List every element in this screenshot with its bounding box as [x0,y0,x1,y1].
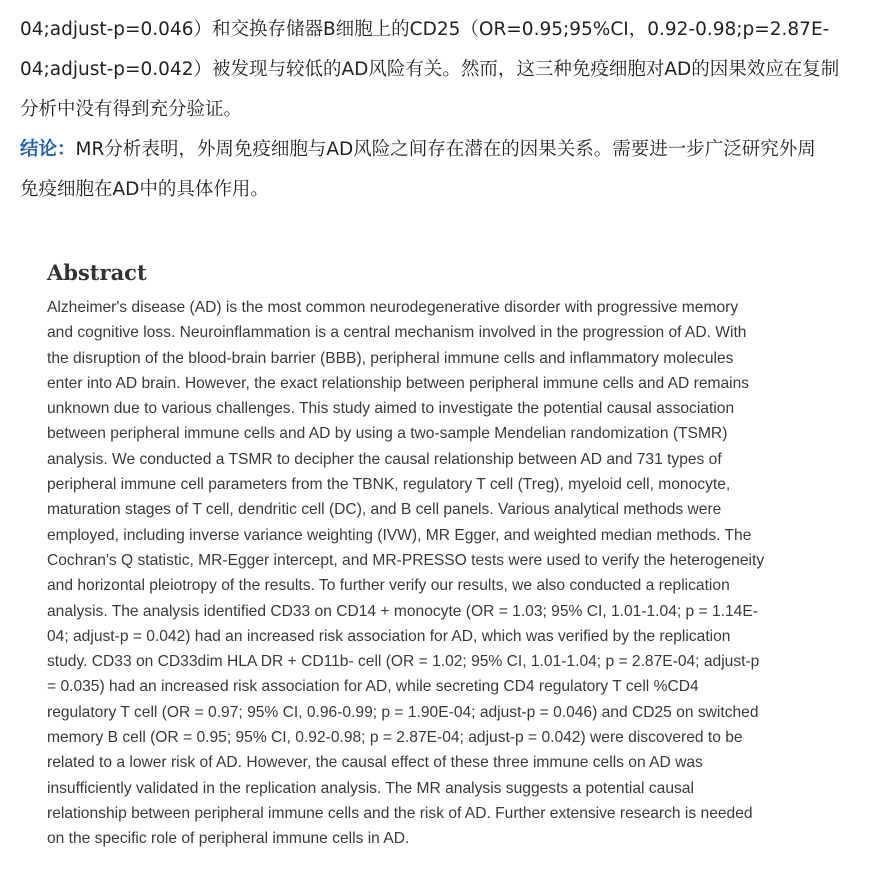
abstract-line: maturation stages of T cell, dendritic cell (DC), and B cell panels. Various analytical methods were [47,501,722,519]
abstract-line: related to a lower risk of AD. However, the causal effect of these three immune cells on AD was [47,754,703,772]
abstract-line: and cognitive loss. Neuroinflammation is a central mechanism involved in the progression of AD. With [47,324,747,342]
abstract-line: Cochran's Q statistic, MR-Egger intercept, and MR-PRESSO tests were used to verify the heterogeneity [47,551,765,569]
abstract-line: peripheral immune cell parameters from the TBNK, regulatory T cell (Treg), myeloid cell, monocyte, [47,476,731,494]
abstract-line: memory B cell (OR = 0.95; 95% CI, 0.92-0.98; p = 2.87E-04; adjust-p = 0.042) were discovered to be [47,729,743,747]
cn-results-line: 04;adjust-p=0.042）被发现与较低的AD风险有关。然而，这三种免疫细胞对AD的因果效应在复制 [20,59,840,80]
abstract-line: study. CD33 on CD33dim HLA DR + CD11b- cell (OR = 1.02; 95% CI, 1.01-1.04; p = 2.87E-04; adjust-p [47,653,760,671]
abstract-heading: Abstract [47,260,147,285]
abstract-line: on the specific role of peripheral immune cells in AD. [47,830,410,848]
english-abstract [47,255,847,852]
cn-results-line: 04;adjust-p=0.046）和交换存储器B细胞上的CD25（OR=0.95;95%CI，0.92-0.98;p=2.87E- [20,19,830,40]
abstract-line: unknown due to various challenges. This study aimed to investigate the potential causal association [47,400,735,418]
abstract-line: relationship between peripheral immune cells and the risk of AD. Further extensive research is needed [47,804,753,822]
abstract-line: regulatory T cell (OR = 0.97; 95% CI, 0.96-0.99; p = 1.90E-04; adjust-p = 0.046) and CD25 on switched [47,703,759,721]
cn-conclusion-line: 免疫细胞在AD中的具体作用。 [20,179,269,200]
abstract-line: analysis. The analysis identified CD33 on CD14 + monocyte (OR = 1.03; 95% CI, 1.01-1.04; p = 1.14E- [47,602,758,620]
abstract-line: insufficiently validated in the replication analysis. The MR analysis suggests a potential causal [47,779,694,797]
abstract-line: analysis. We conducted a TSMR to decipher the causal relationship between AD and 731 types of [47,450,722,468]
abstract-line: and horizontal pleiotropy of the results. To further verify our results, we also conducted a replication [47,577,730,595]
abstract-line: = 0.035) had an increased risk association for AD, while secreting CD4 regulatory T cell %CD4 [47,678,699,696]
cn-results-line: 分析中没有得到充分验证。 [20,99,243,120]
abstract-line: enter into AD brain. However, the exact relationship between peripheral immune cells and AD remains [47,374,750,392]
abstract-line: the disruption of the blood-brain barrier (BBB), peripheral immune cells and inflammatory molecules [47,349,734,367]
abstract-line: between peripheral immune cells and AD by using a two-sample Mendelian randomization (TSMR) [47,425,728,443]
conclusion-label: 结论： [20,139,76,160]
cn-conclusion-line [20,130,860,170]
chinese-abstract-section [20,10,860,210]
conclusion-text: MR分析表明，外周免疫细胞与AD风险之间存在潜在的因果关系。需要进一步广泛研究外周 [75,139,816,160]
abstract-line: Alzheimer's disease (AD) is the most common neurodegenerative disorder with progressive memory [47,299,739,316]
abstract-line: employed, including inverse variance weighting (IVW), MR Egger, and weighted median methods. The [47,526,752,544]
abstract-body [47,295,847,852]
abstract-line: 04; adjust-p = 0.042) had an increased risk association for AD, which was verified by the replication [47,627,731,645]
